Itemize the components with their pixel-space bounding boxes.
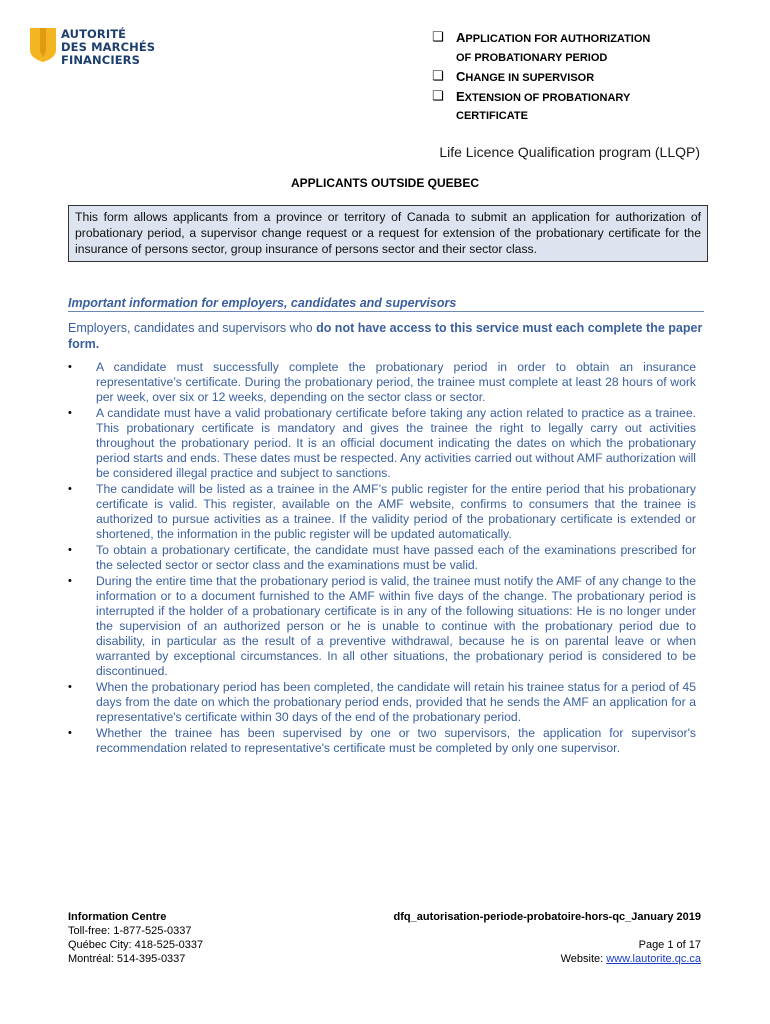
info-centre-label: Information Centre [68,911,167,923]
list-item: • When the probationary period has been completed, the candidate will retain his trainee status for a period of 45 days from the date on which the probationary period ends, provided that he sends the AMF an application for a representative's certificate within 30 days of the end of the probationary period. [68,680,696,724]
list-item: • A candidate must successfully complete the probationary period in order to obtain an insurance representative’s certificate. During the probationary period, the trainee must complete at least 28 hours of work per week, over six or 12 weeks, depending on the sector class or sector. [68,360,696,404]
checkbox-icon[interactable]: ❏ [432,29,444,44]
important-lead: Employers, candidates and supervisors who do not have access to this service must each complete the paper form. [68,321,703,351]
application-type-checklist [432,30,650,128]
amf-logo [30,28,155,67]
bullet-icon: • [68,681,72,693]
bullet-icon: • [68,575,72,587]
bullet-icon: • [68,544,72,556]
list-item: • The candidate will be listed as a trainee in the AMF’s public register for the entire period that his probationary certificate is valid. This register, available on the AMF website, confirms to consumers that the trainee is authorized to pursue activities as a trainee. If the validity period of the probationary certificate is extended or shortened, the information in the public register will be updated automatically. [68,482,696,541]
bullet-icon: • [68,361,72,373]
amf-shield-icon [30,28,56,62]
list-item: • A candidate must have a valid probationary certificate before taking any action related to practice as a trainee. This probationary certificate is mandatory and gives the trainee the right to legally carry out activities throughout the probationary period. It is an official document indicating the dates on which the probationary period starts and ends. These dates must be respected. Any activities carried out without AMF authorization will be considered illegal practice and subject to sanctions. [68,406,696,480]
checkbox-authorization[interactable]: ❏ APPLICATION FOR AUTHORIZATION [432,29,651,45]
checkbox-extension-cont: CERTIFICATE [456,110,528,122]
montreal-number: Montréal: 514-395-0337 [68,953,186,965]
website-link[interactable]: www.lautorite.qc.ca [606,953,701,965]
important-info-title: Important information for employers, candidates and supervisors [68,296,704,312]
footer-meta [394,910,701,966]
checkbox-change-supervisor[interactable]: ❏ CHANGE IN SUPERVISOR [432,68,595,84]
website-line: Website: www.lautorite.qc.ca [560,953,701,965]
list-item: • Whether the trainee has been supervised by one or two supervisors, the application for supervisor's recommendation related to representative's certificate must be completed by only one supervisor. [68,726,696,755]
important-bullet-list [68,360,696,757]
intro-box: This form allows applicants from a province or territory of Canada to submit an application for authorization of probationary period, a supervisor change request or a request for extension of the probationary certificate for the insurance of persons sector, group insurance of persons sector and their sector class. [68,205,708,262]
list-item: • To obtain a probationary certificate, the candidate must have passed each of the examinations prescribed for the selected sector or sector class and the examinations must be valid. [68,543,696,572]
checkbox-icon[interactable]: ❏ [432,68,444,83]
page-number: Page 1 of 17 [638,939,701,951]
checkbox-authorization-cont: OF PROBATIONARY PERIOD [456,51,608,64]
toll-free-number: Toll-free: 1-877-525-0337 [68,925,192,937]
quebec-number: Québec City: 418-525-0337 [68,939,204,951]
logo-line-3: FINANCIERS [61,53,140,67]
program-title: Life Licence Qualification program (LLQP) [439,144,700,160]
bullet-icon: • [68,727,72,739]
bullet-icon: • [68,407,72,419]
applicants-heading: APPLICANTS OUTSIDE QUEBEC [290,176,479,190]
checkbox-extension[interactable]: ❏ EXTENSION OF PROBATIONARY [432,87,631,104]
list-item: • During the entire time that the probationary period is valid, the trainee must notify the AMF of any change to the information or to a document furnished to the AMF within five days of the change. The probationary period is interrupted if the holder of a probationary certificate is in any of the following situations: He is no longer under the supervision of an authorized person or he is unable to continue with the probationary period due to disability, in particular as the result of a preventive withdrawal, because he is on parental leave or when warranted by exceptional circumstances. In all other situations, the probationary period is considered to be discontinued. [68,574,696,678]
bullet-icon: • [68,483,72,495]
document-filename: dfq_autorisation-periode-probatoire-hors-qc_January 2019 [393,911,701,923]
footer-contact [68,910,203,966]
logo-line-2: DES MARCHÉS [61,40,156,54]
logo-line-1: AUTORITÉ [61,27,127,41]
checkbox-icon[interactable]: ❏ [432,87,444,103]
